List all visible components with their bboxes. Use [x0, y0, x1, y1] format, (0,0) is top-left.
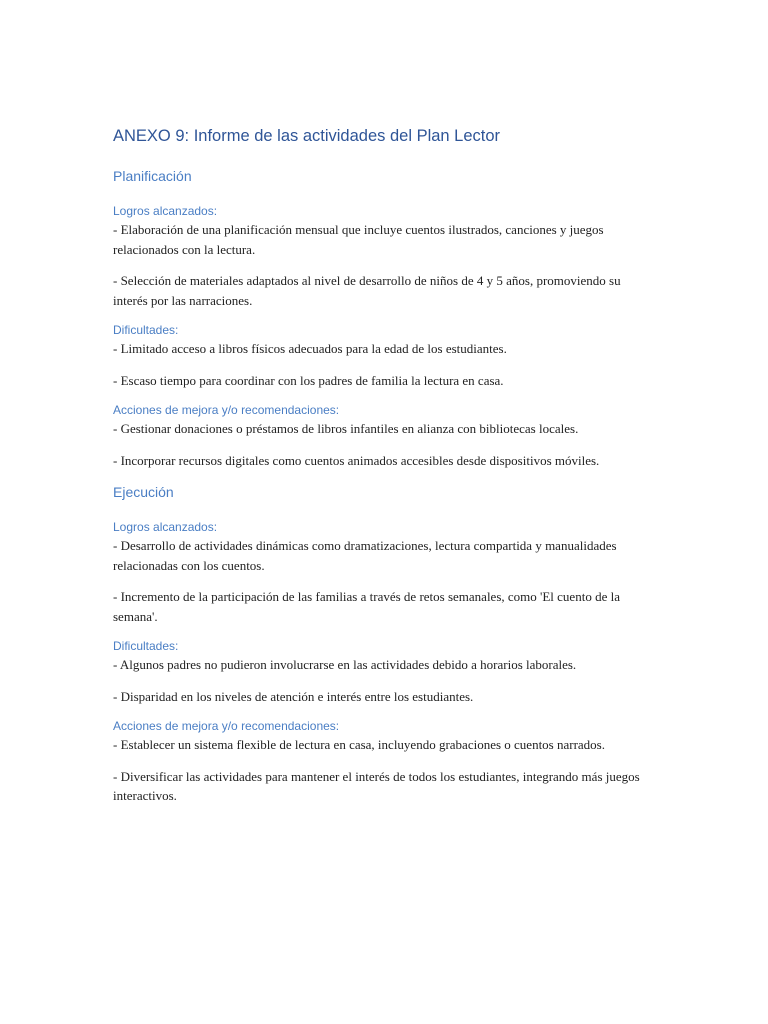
logros-label: Logros alcanzados:	[113, 204, 218, 218]
acciones-block	[113, 718, 658, 806]
dificultades-block	[113, 322, 658, 390]
document-page	[113, 124, 658, 818]
logros-block	[113, 519, 658, 626]
section-planificacion	[113, 166, 658, 470]
dificultades-item: - Limitado acceso a libros físicos adecuados para la edad de los estudiantes.	[113, 341, 507, 356]
logros-item: - Selección de materiales adaptados al nivel de desarrollo de niños de 4 y 5 años, promoviendo su interés por las narraciones.	[113, 273, 621, 308]
acciones-item: - Incorporar recursos digitales como cuentos animados accesibles desde dispositivos móviles.	[113, 452, 600, 468]
document-title: ANEXO 9: Informe de las actividades del Plan Lector	[113, 127, 501, 145]
logros-item: - Elaboración de una planificación mensual que incluye cuentos ilustrados, canciones y juegos relacionados con la lectura.	[113, 222, 604, 257]
acciones-label: Acciones de mejora y/o recomendaciones:	[113, 719, 340, 733]
section-heading: Planificación	[113, 168, 192, 184]
dificultades-block	[113, 638, 658, 706]
acciones-block	[113, 402, 658, 470]
logros-label: Logros alcanzados:	[113, 520, 218, 534]
logros-block	[113, 203, 658, 310]
logros-item: - Desarrollo de actividades dinámicas como dramatizaciones, lectura compartida y manualidades relacionadas con los cuentos.	[113, 538, 617, 573]
dificultades-item: - Escaso tiempo para coordinar con los padres de familia la lectura en casa.	[113, 372, 504, 388]
dificultades-label: Dificultades:	[113, 323, 179, 337]
acciones-item: - Gestionar donaciones o préstamos de libros infantiles en alianza con bibliotecas locales.	[113, 421, 579, 436]
dificultades-label: Dificultades:	[113, 639, 179, 653]
acciones-item: - Diversificar las actividades para mantener el interés de todos los estudiantes, integrando más juegos interactivos.	[113, 768, 640, 803]
dificultades-item: - Disparidad en los niveles de atención e interés entre los estudiantes.	[113, 688, 474, 704]
section-heading: Ejecución	[113, 484, 174, 500]
dificultades-item: - Algunos padres no pudieron involucrarse en las actividades debido a horarios laborales.	[113, 657, 577, 672]
logros-item: - Incremento de la participación de las familias a través de retos semanales, como 'El cuento de la semana'.	[113, 589, 620, 624]
section-ejecucion	[113, 482, 658, 806]
acciones-item: - Establecer un sistema flexible de lectura en casa, incluyendo grabaciones o cuentos narrados.	[113, 737, 605, 752]
acciones-label: Acciones de mejora y/o recomendaciones:	[113, 403, 340, 417]
